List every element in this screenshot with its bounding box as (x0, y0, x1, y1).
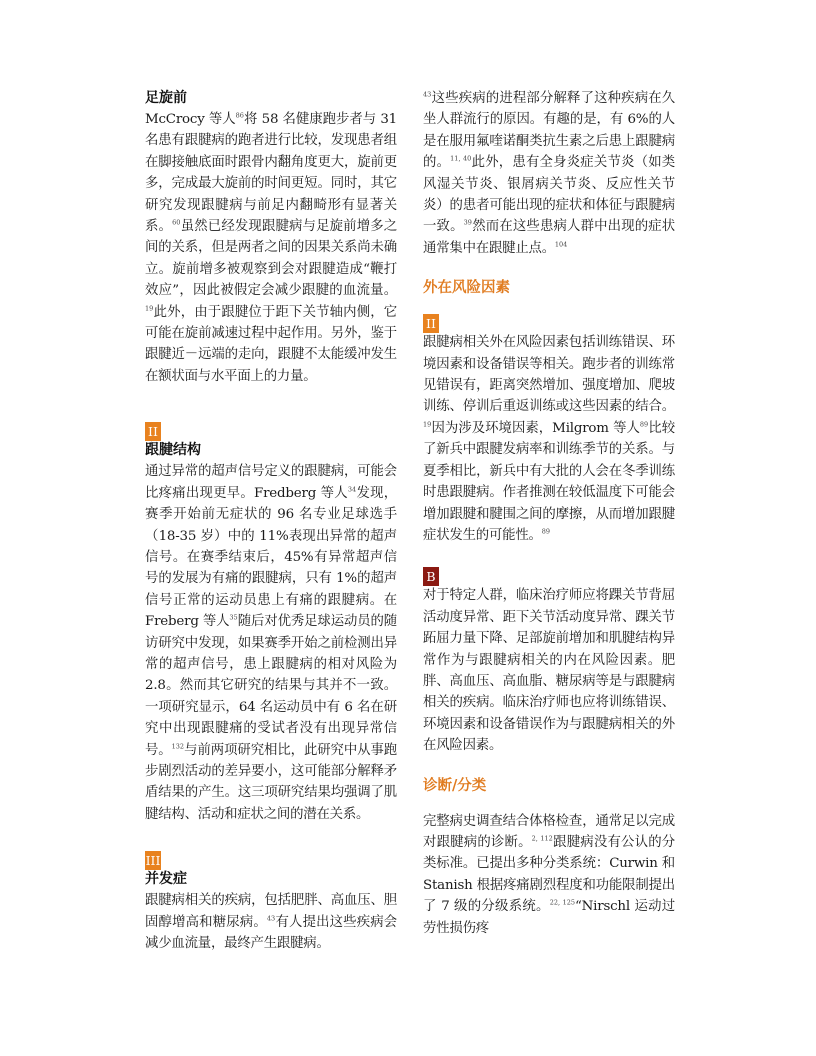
section-title-extrinsic-risk-factors: 外在风险因素 (423, 279, 510, 297)
paragraph-diagnosis: 完整病史调查结合体格检查，通常足以完成对跟腱病的诊断。$^{2, 112}$跟腱病没有公认的分类标准。已提出多种分类系统：Curwin 和 Stanish 根据疼痛剧烈程度和功能限制提出了 7 级的分级系统。$^{22, 125}$“Nirschl 运动过劳性损伤疼 (423, 813, 675, 936)
evidence-level-badge: II (423, 314, 439, 333)
citation: 35 (229, 613, 238, 622)
right-column (423, 88, 675, 939)
citation: 19 (145, 304, 154, 313)
evidence-level-badge: III (145, 853, 161, 869)
left-column (145, 88, 397, 954)
citation: 132 (171, 742, 185, 751)
citation: 22, 125 (549, 898, 576, 907)
section-title-comorbidities: 并发症 (145, 871, 187, 888)
citation: 43 (423, 90, 432, 99)
citation: 39 (463, 218, 472, 227)
paragraph-foot-pronation: McCrocy 等人$^{86}$将 58 名健康跑步者与 31 名患有跟腱病的跑者进行比较，发现患者组在脚接触底面时跟骨内翻角度更大，旋前更多，完成最大旋前的时间更短。同时，其它研究发现跟腱病与前足内翻畸形有显著关系。$^{60}$虽然已经发现跟腱病与足旋前增多之间的关系，但是两者之间的因果关系尚未确立。旋前增多被观察到会对跟腱造成“鞭打效应”，因此被假定会减少跟腱的血流量。$^{19}$此外，由于跟腱位于距下关节轴内侧，它可能在旋前减速过程中起作用。另外，鉴于跟腱近－远端的走向，跟腱不太能缓冲发生在额状面与水平面上的力量。 (145, 111, 397, 384)
citation: 60 (172, 218, 181, 227)
section-title-diagnosis-classification: 诊断/分类 (423, 776, 487, 794)
citation: 34 (347, 485, 357, 494)
section-title-tendon-structure: 跟腱结构 (145, 442, 201, 459)
paragraph-comorbidities-continued: $^{43}$这些疾病的进程部分解释了这种疾病在久坐人群流行的原因。有趣的是，有 6%的人是在服用氟喹诺酮类抗生素之后患上跟腱病的。$^{11, 40}$此外，患有全身炎症关节炎（如类风湿关节炎、银屑病关节炎、反应性关节炎）的患者可能出现的症状和体征与跟腱病一致。$^{39}$然而在这些患病人群中出现的症状通常集中在跟腱止点。$^{104}$ (423, 90, 675, 256)
citation: 104 (554, 240, 568, 249)
citation: 89 (639, 420, 649, 429)
citation: 2, 112 (531, 834, 553, 843)
paragraph-extrinsic-risk-factors: 跟腱病相关外在风险因素包括训练错误、环境因素和设备错误等相关。跑步者的训练常见错误有，距离突然增加、强度增加、爬坡训练、停训后重返训练或这些因素的结合。$^{19}$因为涉及环境因素，Milgrom 等人$^{89}$比较了新兵中跟腱发病率和训练季节的关系。与夏季相比，新兵中有大批的人会在冬季训练时患跟腱病。作者推测在较低温度下可能会增加跟腱和腱围之间的摩擦，从而增加跟腱症状发生的可能性。$^{89}$ (423, 335, 675, 543)
citation: 89 (541, 527, 550, 536)
citation: 11, 40 (450, 154, 472, 163)
citation: 19 (423, 420, 432, 429)
citation: 86 (235, 111, 244, 120)
evidence-level-badge: II (145, 422, 161, 441)
recommendation-grade-badge: B (423, 567, 439, 586)
citation: 43 (266, 914, 276, 923)
paragraph-comorbidities: 跟腱病相关的疾病，包括肥胖、高血压、胆固醇增高和糖尿病。$^{43}$有人提出这些疾病会减少血流量，最终产生跟腱病。 (145, 893, 397, 951)
paragraph-tendon-structure: 通过异常的超声信号定义的跟腱病，可能会比疼痛出现更早。Fredberg 等人$^{34}$发现，赛季开始前无症状的 96 名专业足球选手（18-35 岁）中的 11%表现出异常的超声信号。在赛季结束后，45%有异常超声信号的发展为有痛的跟腱病，只有 1%的超声信号正常的运动员患上有痛的跟腱病。在 Freberg 等人$^{35}$随后对优秀足球运动员的随访研究中发现，如果赛季开始之前检测出异常的超声信号，患上跟腱病的相对风险为 2.8。然而其它研究的结果与其并不一致。一项研究显示，64 名运动员中有 6 名在研究中出现跟腱痛的受试者没有出现异常信号。$^{132}$与前两项研究相比，此研究中从事跑步剧烈活动的差异要小，这可能部分解释矛盾结果的产生。这三项研究结果均强调了肌腱结构、活动和症状之间的潜在关系。 (145, 464, 397, 822)
section-title-foot-pronation: 足旋前 (145, 90, 187, 106)
paragraph-recommendation: 对于特定人群，临床治疗师应将踝关节背屈活动度异常、距下关节活动度异常、踝关节跖屈力量下降、足部旋前增加和肌腱结构异常作为与跟腱病相关的内在风险因素。肥胖、高血压、高血脂、糖尿病等是与跟腱病相关的疾病。临床治疗师也应将训练错误、环境因素和设备错误作为与跟腱病相关的外在风险因素。 (423, 588, 675, 754)
